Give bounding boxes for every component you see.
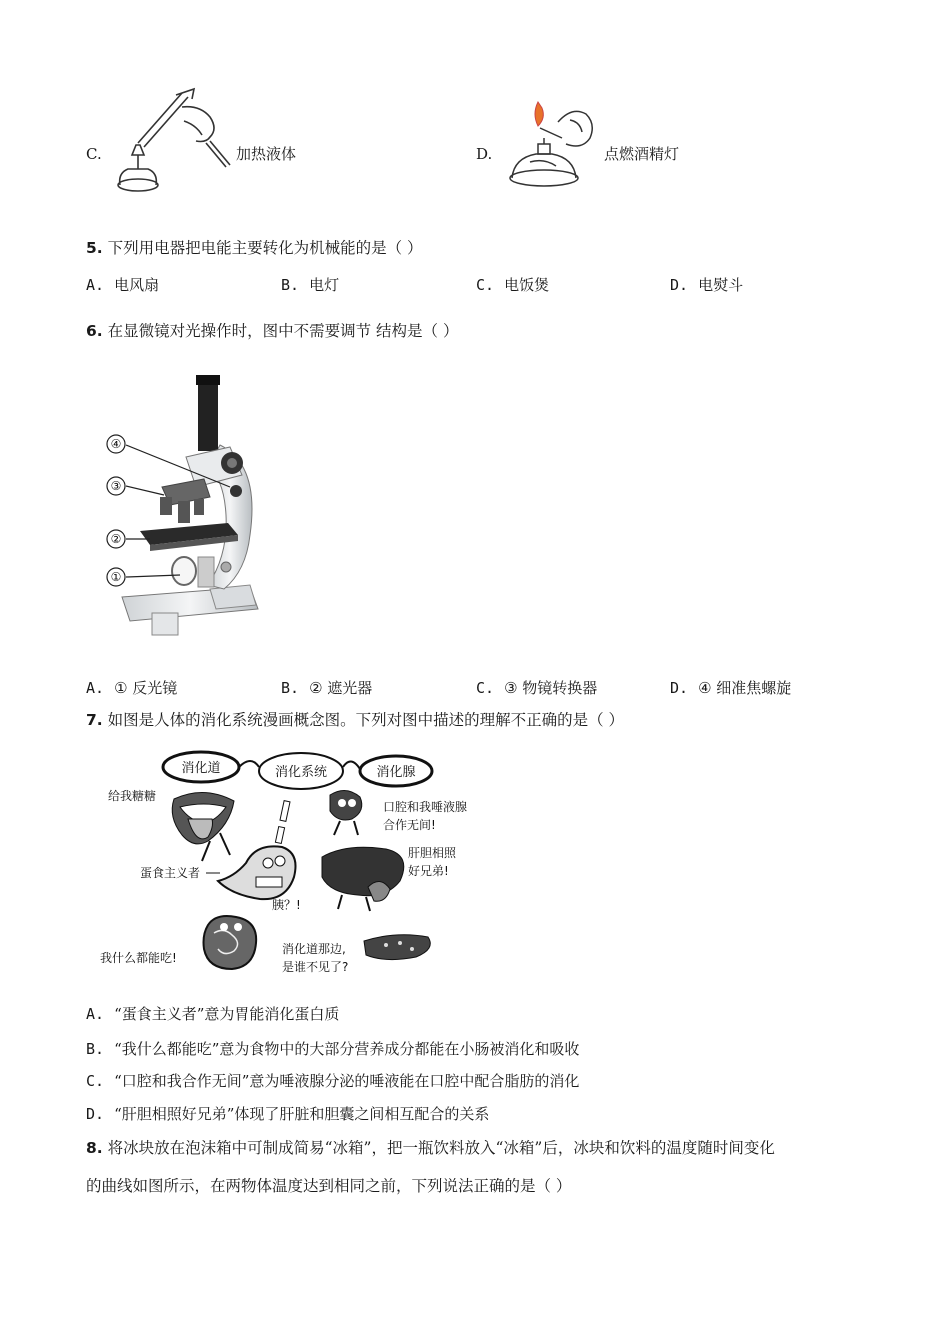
- question-7-option-b[interactable]: B. “我什么都能吃”意为食物中的大部分营养成分都能在小肠被消化和吸收: [86, 1040, 580, 1058]
- question-6-text: 在显微镜对光操作时，图中不需要调节 结构是（ ）: [107, 322, 459, 340]
- label-small-intestine: 我什么都能吃!: [100, 951, 177, 965]
- lighting-alcohol-lamp-illustration: [500, 92, 605, 197]
- option-c-caption: 加热液体: [236, 145, 297, 163]
- label-pancreas-question: 胰？!: [272, 898, 301, 912]
- microscope-label-2: ②: [110, 532, 122, 546]
- microscope-label-3: ③: [110, 479, 122, 493]
- question-6-option-d[interactable]: D. ④ 细准焦螺旋: [670, 679, 792, 697]
- question-5-option-d[interactable]: D. 电熨斗: [670, 276, 744, 294]
- label-stomach: 蛋食主义者: [140, 866, 201, 880]
- question-8-number: 8.: [86, 1139, 103, 1157]
- option-c-label: C.: [86, 145, 102, 163]
- question-7-text: 如图是人体的消化系统漫画概念图。下列对图中描述的理解不正确的是（ ）: [107, 711, 625, 729]
- question-6-number: 6.: [86, 322, 103, 340]
- label-missing-line1: 消化道那边,: [282, 942, 346, 956]
- question-7-option-c[interactable]: C. “口腔和我合作无间”意为唾液腺分泌的唾液能在口腔中配合脂肪的消化: [86, 1072, 580, 1090]
- question-5-option-b[interactable]: B. 电灯: [281, 276, 340, 294]
- label-liver-line1: 肝胆相照: [408, 846, 457, 860]
- label-digestive-system: 消化系统: [274, 765, 328, 780]
- question-6-option-a[interactable]: A. ① 反光镜: [86, 679, 178, 697]
- question-7-number: 7.: [86, 711, 103, 729]
- label-mouth: 给我糖糖: [108, 789, 157, 803]
- microscope-label-4: ④: [110, 437, 122, 451]
- label-digestive-gland: 消化腺: [376, 765, 416, 780]
- question-5-stem: [86, 237, 423, 259]
- question-8-text-line1: 将冰块放在泡沫箱中可制成简易“冰箱”，把一瓶饮料放入“冰箱”后，冰块和饮料的温度随时间变化: [107, 1139, 775, 1157]
- question-7-option-a[interactable]: A. “蛋食主义者”意为胃能消化蛋白质: [86, 1005, 340, 1023]
- question-8-stem-line2: 的曲线如图所示，在两物体温度达到相同之前，下列说法正确的是（ ）: [86, 1177, 572, 1195]
- option-d-label: D.: [476, 145, 493, 163]
- question-5-option-c[interactable]: C. 电饭煲: [476, 276, 550, 294]
- question-8-stem-line1: [86, 1137, 775, 1159]
- label-salivary-line2: 合作无间!: [383, 818, 436, 832]
- label-liver-line2: 好兄弟!: [408, 864, 449, 878]
- label-digestive-tract: 消化道: [181, 761, 221, 776]
- microscope-label-1: ①: [110, 570, 122, 584]
- label-missing-line2: 是谁不见了?: [282, 960, 349, 974]
- option-d-caption: 点燃酒精灯: [604, 145, 680, 163]
- digestive-system-cartoon: [96, 745, 496, 985]
- heating-liquid-illustration: [110, 85, 235, 205]
- question-5-text: 下列用电器把电能主要转化为机械能的是（ ）: [107, 239, 423, 257]
- question-6-option-c[interactable]: C. ③ 物镜转换器: [476, 679, 598, 697]
- question-6-stem: [86, 320, 458, 342]
- label-salivary-line1: 口腔和我唾液腺: [383, 800, 468, 814]
- question-7-stem: [86, 709, 624, 731]
- microscope-figure: [100, 375, 270, 645]
- question-7-option-d[interactable]: D. “肝胆相照好兄弟”体现了肝脏和胆囊之间相互配合的关系: [86, 1105, 490, 1123]
- question-5-number: 5.: [86, 239, 103, 257]
- question-5-option-a[interactable]: A. 电风扇: [86, 276, 160, 294]
- question-6-option-b[interactable]: B. ② 遮光器: [281, 679, 373, 697]
